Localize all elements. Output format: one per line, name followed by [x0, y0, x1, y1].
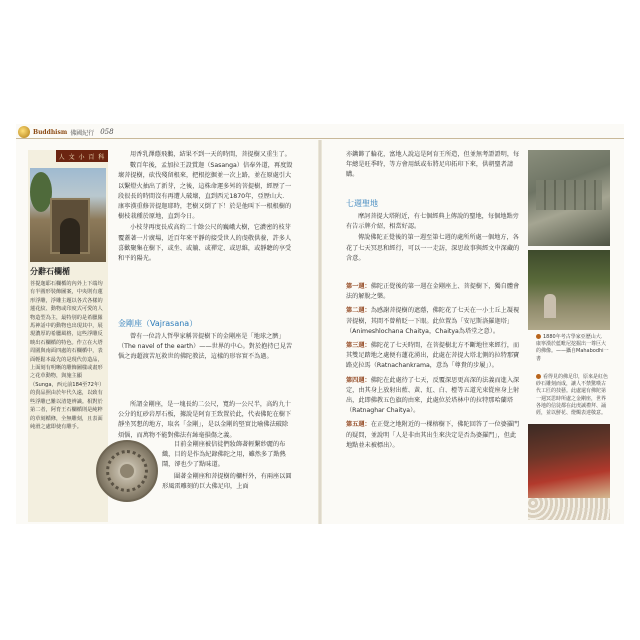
sidebar-tag: 人 文 小 百 科 [56, 150, 108, 162]
paragraph: 曾有一位詩人哲學家稱菩提樹下的金剛座是「地球之臍」（The navel of the earth）——世界的中心。對於抱持已見苦惱之海超渡苦厄救世的佛陀教法，這樣的形容實不為過。 [118, 333, 293, 361]
section-heading-seven-weeks: 七週聖地 [346, 199, 378, 208]
tree-shape [30, 172, 52, 212]
paragraph: 所謂金剛座，是一塊長約二公尺，寬約一公尺半，高約九十公分的紅砂岩厚石板，據說是阿育王致置於此，代表佛陀在樹下靜坐冥想的地方，取名「金剛」，是以金剛的堅實比喻佛法破除煩惱，而萬物不能對佛法有絲毫損傷之義。 [118, 401, 292, 439]
left-column-top [118, 150, 294, 310]
paragraph: 目前金剛座被信徒們妝飾著輕繫紗麗的布織，目的是作為紀錄佛陀之用，雖然多了點熱鬧，卻也少了點味道。 [162, 441, 286, 469]
sidebar-title: 分辭石欄楯 [30, 267, 70, 276]
temple-gate-photo [30, 168, 106, 262]
sidebar-text: 菩提迦耶石欄楯的內外上下端均有半圓形裝飾圖案，中央則有蓮形浮雕，浮雕主題以各式各樣的蓮花紋、動物或印度式可愛的人物造型為主，最特別的是希臘羅馬神話中的動物也出現其中，展現濃厚的希臘風格，這些浮雕反映出石欄楯的特色。作立在大塔周圍與南面四處的石欄楯中，表面輕鬆本最先的是現代仿造品，上面刻有明晰的雕飾圖樣或畫形之花草動物，與施主顯（Sunga，西元前184至72年）的貴品照由於年代久遠，以致有些浮雕已難以清楚辨識。相對於第二者，阿育王石欄楯則是純粹的草刻楯條，全無雕刻，且表面純滑之處即使有雕手。 [30, 281, 105, 430]
weeks-list [346, 282, 522, 518]
arch-shape [60, 218, 80, 254]
left-column-middle [118, 332, 294, 398]
paragraph: 亦鐫飾了輪花，富地人說這是阿育王所造，但並無考證證明，每年總是旺季時，等方會用紙或布將足印拓印下來，供朝聖者請購。 [346, 151, 520, 179]
flower-offerings [528, 498, 610, 520]
stone-relief-photo [528, 150, 610, 246]
left-column-lower [118, 400, 294, 440]
monk-figure [544, 294, 556, 318]
header-rule [16, 138, 624, 139]
section-heading-vajrasana: 金剛座（Vajrasana） [118, 319, 198, 328]
photo-caption-2: 看得見的佛足印，原來是紅色砂石雕刻而成，讓人不禁驚嘆古代工匠的技藝。此處還有佛陀第一週冥思時所處之金剛座，世界各地的信徒都在此虔誠禮拜、誦經，並以鮮花、燈燭表達敬意。 [536, 374, 609, 417]
right-column-intro [346, 212, 522, 268]
page-number: 058 [100, 128, 114, 136]
right-column-top [346, 150, 522, 190]
book-gutter [318, 140, 322, 524]
caption-bullet-icon [536, 374, 541, 379]
list-item: 第五週：在正覺之地附近的一棵榕樹下，佛陀回答了一位婆羅門的疑問，並說明「人是非由其出生來決定是否為婆羅門」，但此地點並未被標出）。 [346, 421, 520, 449]
medallion-core [118, 462, 136, 480]
list-item: 第一週：佛陀正覺後的第一週在金剛座上、菩提樹下，獨自體會法的解脫之樂。 [346, 283, 520, 301]
caption-bullet-icon [536, 334, 541, 339]
list-item: 第二週：為感謝菩提樹的遮蔭，佛陀花了七天在一小土丘上凝視菩提樹，其間不曾稍眨一下眼。此位置為「安尼斯洛羅迦塔」（Animeshlochana Chaitya，Chaitya為塔堂之意）。 [346, 307, 520, 335]
paragraph: 用香乳澤蔭飛鵝，結果不到一天的時間，菩提樹又重生了。 [130, 151, 291, 158]
paragraph: 摩訶菩提大塔附近，有七個經典上傳說的聖地，每個地點旁有告示牌介紹，相當好認。 [346, 213, 519, 231]
monk-at-shrine-photo [528, 250, 610, 330]
photo-caption-1: 1880年考古學家亞歷山大．康寧漢於藍毗尼挖掘出一尊巨大的佛像。——攝自Mahabodhi一書 [536, 334, 609, 362]
paragraph: 傳說佛陀正覺後的第一週至第七週的處所所處一個地方，各花了七天冥思和經行，可以一一走訪，深思故事與經文中深藏的含意。 [346, 234, 520, 262]
left-column-bottom [162, 440, 294, 510]
header-series: 佛國紀行 [70, 129, 95, 137]
carved-medallion-photo [96, 440, 158, 502]
header-logo-text: Buddhism [33, 128, 68, 136]
list-item: 第三週：佛陀花了七天時間，在菩提樹北方不斷地往來經行，而其雙足踏地之處便有蓮花湧出，此處在菩提大塔北側的拉特那寶路克拉馬（Ratnachankrama，意為「尊貴的步履」）。 [346, 342, 520, 370]
paragraph: 小枝芽再度長成高約二十餘公尺的巍峨大樹，它濃密的枝芽覆蓋著一片廣場，近百年來平靜的接受世人的虔敬供養，許多人喜歡聚集在樹下，或坐、或躺、或禪定、或思維，或靜聽的享受和平的陽光。 [118, 224, 292, 263]
paragraph: 數百年後，孟加拉王設賞迦（Sasanga）信奉外道，再度毀壞菩提樹，砍伐殘留根來，把根挖掘並一次上路，並在原處引大以繫燈火抽出了新芽，之後，這株命運多舛的菩提樹，經歷了一段很長的時間沒有再遭人破壞，直到西元1870年，亞歷山大．康寧漢重修菩提迦耶時，老樹又倒了下！於是他叫下一根根樹的樹枝栽種於原地，直到今日。 [118, 162, 293, 221]
relief-pattern [536, 180, 602, 210]
list-item: 第四週：佛陀在此處待了七天，反覆深思更高深的法義而進入深定，由其身上放射出藍、黃、紅、白、橙等五道光束從座身上射出，此即佛教五色旗的由來，此處位於塔林中的拉特那哈蘭塔（Ratnaghar Chaitya）。 [346, 376, 520, 415]
vajrasana-offerings-photo [528, 424, 610, 520]
buddhism-logo-icon [18, 126, 30, 138]
page-header [18, 126, 114, 138]
paragraph: 圍著金剛座和菩提樹的欄杆外，有兩座以圓形風雷雕刻的巨大佛足印，上面 [162, 472, 292, 490]
